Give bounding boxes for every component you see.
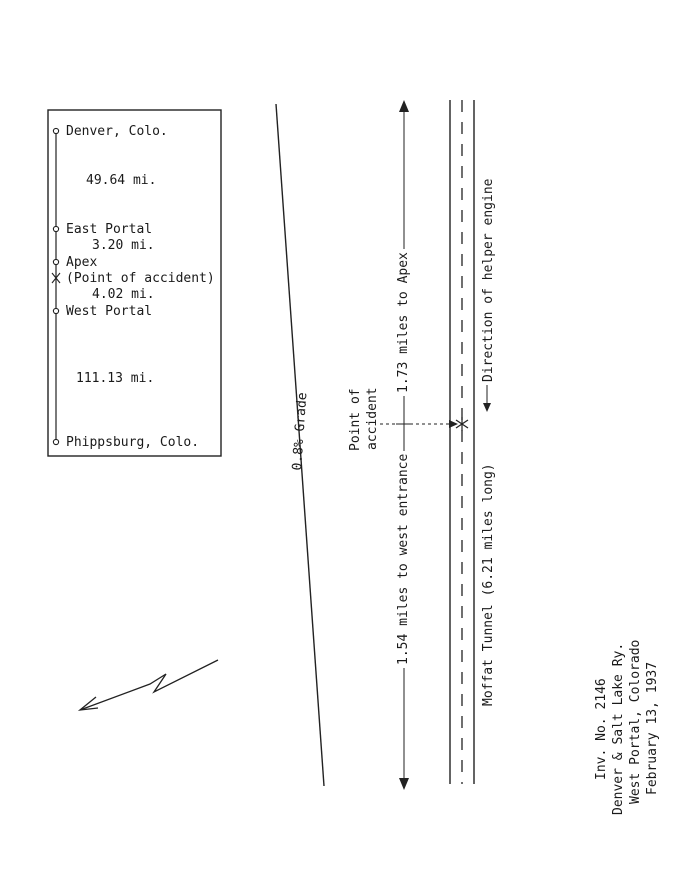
station-marker-west-portal (53, 308, 58, 313)
caption-line-4: February 13, 1937 (645, 661, 660, 795)
station-label-phippsburg: Phippsburg, Colo. (66, 435, 200, 450)
station-label-denver: Denver, Colo. (66, 124, 168, 139)
dimension-arrow-top (399, 100, 409, 112)
distance-east-portal-apex: 3.20 mi. (92, 238, 155, 253)
to-west-entrance-label: 1.54 miles to west entrance (396, 451, 411, 668)
caption-line-3: West Portal, Colorado (628, 639, 643, 804)
caption-line-1: Inv. No. 2146 (594, 678, 609, 780)
station-label-east-portal: East Portal (66, 222, 153, 237)
caption-line-2: Denver & Salt Lake Ry. (611, 642, 626, 815)
distance-west-portal-phippsburg: 111.13 mi. (76, 371, 155, 386)
dimension-arrow-bottom (399, 778, 409, 790)
distance-apex-west-portal: 4.02 mi. (92, 287, 155, 302)
point-of-accident-label-line2: accident (365, 387, 380, 450)
station-label-west-portal: West Portal (66, 304, 153, 319)
helper-direction-label: Direction of helper engine (481, 178, 496, 382)
tunnel-label: Moffat Tunnel (6.21 miles long) (481, 463, 496, 706)
helper-direction-arrowhead (483, 403, 491, 412)
station-marker-phippsburg (53, 439, 58, 444)
station-marker-east-portal (53, 226, 58, 231)
distance-denver-east-portal: 49.64 mi. (86, 173, 157, 188)
station-label-apex: Apex (66, 255, 98, 270)
accident-label: (Point of accident) (66, 271, 215, 286)
north-arrow-icon (80, 660, 218, 710)
grade-label: 0.8% Grade (290, 391, 311, 472)
to-apex-label: 1.73 miles to Apex (396, 249, 411, 396)
station-marker-apex (53, 259, 58, 264)
point-of-accident-label-line1: Point of (348, 388, 363, 451)
station-marker-denver (53, 128, 58, 133)
